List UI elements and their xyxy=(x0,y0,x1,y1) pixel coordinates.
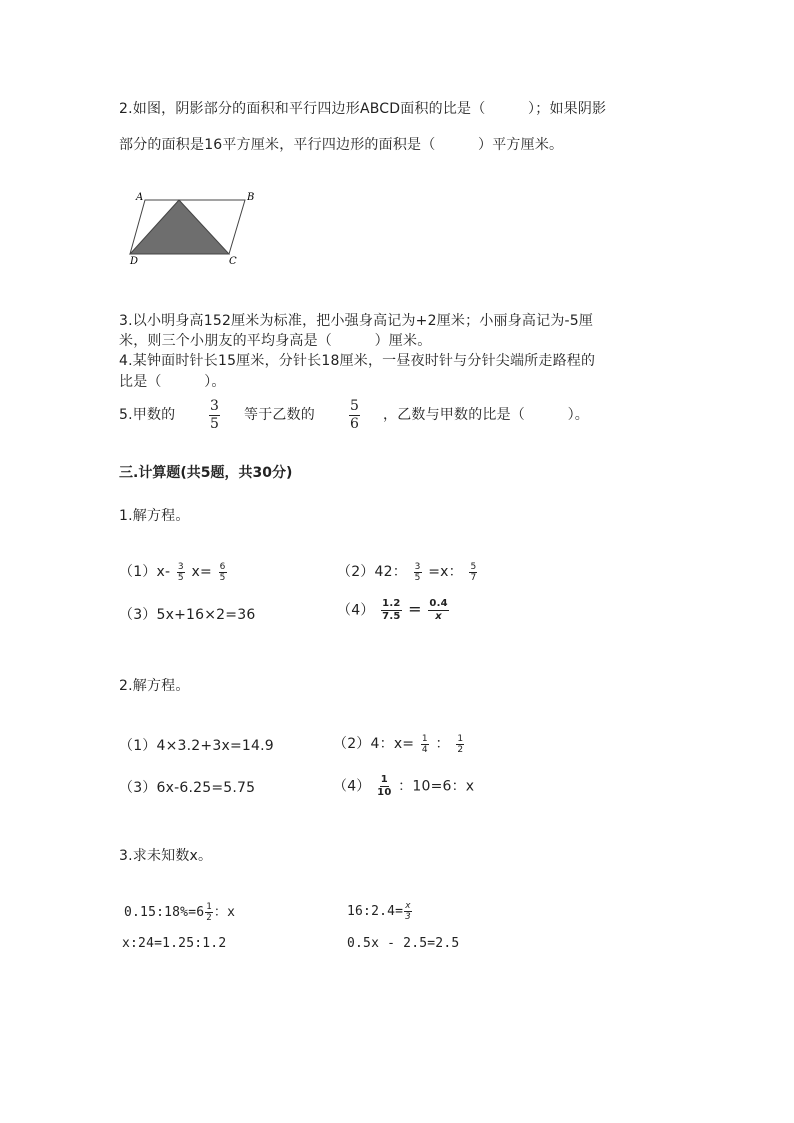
c1-p1-label: （1） xyxy=(119,564,157,580)
c1-p4-f1-num: 1.2 xyxy=(382,598,401,609)
c1-p4-f2-den: x xyxy=(435,611,442,622)
q5-f2-den: 6 xyxy=(350,416,359,432)
label-a: A xyxy=(136,192,144,203)
c1-p4-label: （4） xyxy=(337,602,375,619)
c2-p4-b: ：10=6：x xyxy=(398,778,475,795)
q5-suffix: ，乙数与甲数的比是（ ）。 xyxy=(383,407,589,423)
c1-p1-a: x- xyxy=(156,564,171,580)
c3-p1-b: ：x xyxy=(213,905,236,920)
section-title: 三.计算题(共5题，共30分) xyxy=(119,465,293,481)
q5-fraction-2 xyxy=(345,398,364,433)
c1-p2-label: （2） xyxy=(337,564,375,580)
c2-title: 2.解方程。 xyxy=(119,678,190,694)
c2-p4-f1-den: 10 xyxy=(377,787,392,798)
c1-p2-f2-den: 7 xyxy=(470,572,477,583)
q4-line1: 4.某钟面时针长15厘米，分针长18厘米，一昼夜时针与分针尖端所走路程的 xyxy=(119,353,596,369)
c2-p3-label: （3） xyxy=(119,780,157,796)
c3-problem-2 xyxy=(347,901,413,922)
c1-p2-b: =x： xyxy=(428,564,463,580)
c1-p4-f1-den: 7.5 xyxy=(382,611,401,622)
q4-line2: 比是（ ）。 xyxy=(119,374,226,390)
c1-p2-f1-den: 5 xyxy=(414,572,421,583)
c1-p1-f1-den: 5 xyxy=(177,572,184,583)
c2-p2-a: 4：x= xyxy=(370,736,415,752)
c2-problem-3 xyxy=(119,777,255,797)
c1-p2-f1-num: 3 xyxy=(414,561,421,572)
q5-f1-num: 3 xyxy=(210,398,219,414)
c1-p4-eq: = xyxy=(408,599,422,619)
c2-problem-4 xyxy=(333,774,474,799)
c2-p4-label: （4） xyxy=(333,778,371,795)
c2-p4-f1-num: 1 xyxy=(380,774,388,785)
c3-title: 3.求未知数x。 xyxy=(119,848,213,864)
c1-p1-f2-num: 6 xyxy=(219,561,226,572)
c2-p2-f1-num: 1 xyxy=(421,733,428,744)
c2-problem-2 xyxy=(333,733,466,755)
q3-line2: 米，则三个小朋友的平均身高是（ ）厘米。 xyxy=(119,333,432,349)
parallelogram-figure xyxy=(128,188,254,268)
c3-p2-f1-den: 3 xyxy=(405,912,411,922)
c1-p3-label: （3） xyxy=(119,607,157,623)
c1-p4-f2-num: 0.4 xyxy=(429,598,448,609)
c2-p2-label: （2） xyxy=(333,736,371,752)
c2-p1-text: 4×3.2+3x=14.9 xyxy=(156,738,274,754)
c3-problem-1 xyxy=(124,901,235,923)
q5-prefix: 5.甲数的 xyxy=(119,407,176,423)
q2-line1: 2.如图，阴影部分的面积和平行四边形ABCD面积的比是（ ）；如果阴影 xyxy=(119,101,607,117)
q3-line1: 3.以小明身高152厘米为标准，把小强身高记为+2厘米；小丽身高记为-5厘 xyxy=(119,313,594,329)
c3-p2-f1-num: x xyxy=(405,901,411,911)
c3-p2-a: 16:2.4= xyxy=(347,904,404,919)
c2-p2-f2-num: 1 xyxy=(457,733,464,744)
c1-p3-text: 5x+16×2=36 xyxy=(156,607,256,623)
c1-p2-a: 42： xyxy=(374,564,407,580)
c3-p1-f1-num: 1 xyxy=(206,902,212,912)
c1-problem-2 xyxy=(337,561,479,583)
c2-p2-b: ： xyxy=(435,736,450,752)
c1-problem-1 xyxy=(119,561,229,583)
c2-p2-f1-den: 4 xyxy=(421,744,428,755)
c1-p1-f1-num: 3 xyxy=(177,561,184,572)
c2-problem-1 xyxy=(119,735,274,755)
c1-p1-f2-den: 5 xyxy=(219,572,226,583)
q5-f2-num: 5 xyxy=(350,398,359,414)
c1-p1-b: x= xyxy=(191,564,212,580)
c2-p1-label: （1） xyxy=(119,738,157,754)
c3-problem-3: x:24=1.25:1.2 xyxy=(122,936,227,951)
q5-f1-den: 5 xyxy=(210,416,219,432)
label-d: D xyxy=(130,256,139,267)
q2-line2: 部分的面积是16平方厘米，平行四边形的面积是（ ）平方厘米。 xyxy=(119,137,564,153)
c1-problem-4 xyxy=(337,598,451,623)
q5-middle: 等于乙数的 xyxy=(244,407,315,423)
c2-p2-f2-den: 2 xyxy=(457,744,464,755)
c1-problem-3 xyxy=(119,604,255,624)
shaded-triangle xyxy=(130,200,229,254)
c1-title: 1.解方程。 xyxy=(119,508,190,524)
c2-p3-text: 6x-6.25=5.75 xyxy=(156,780,256,796)
c3-problem-4: 0.5x - 2.5=2.5 xyxy=(347,936,460,951)
label-c: C xyxy=(229,256,237,267)
c1-p2-f2-num: 5 xyxy=(470,561,477,572)
c3-p1-f1-den: 2 xyxy=(206,913,212,923)
label-b: B xyxy=(247,192,254,203)
q5-fraction-1 xyxy=(205,398,224,433)
c3-p1-a: 0.15:18%=6 xyxy=(124,905,205,920)
